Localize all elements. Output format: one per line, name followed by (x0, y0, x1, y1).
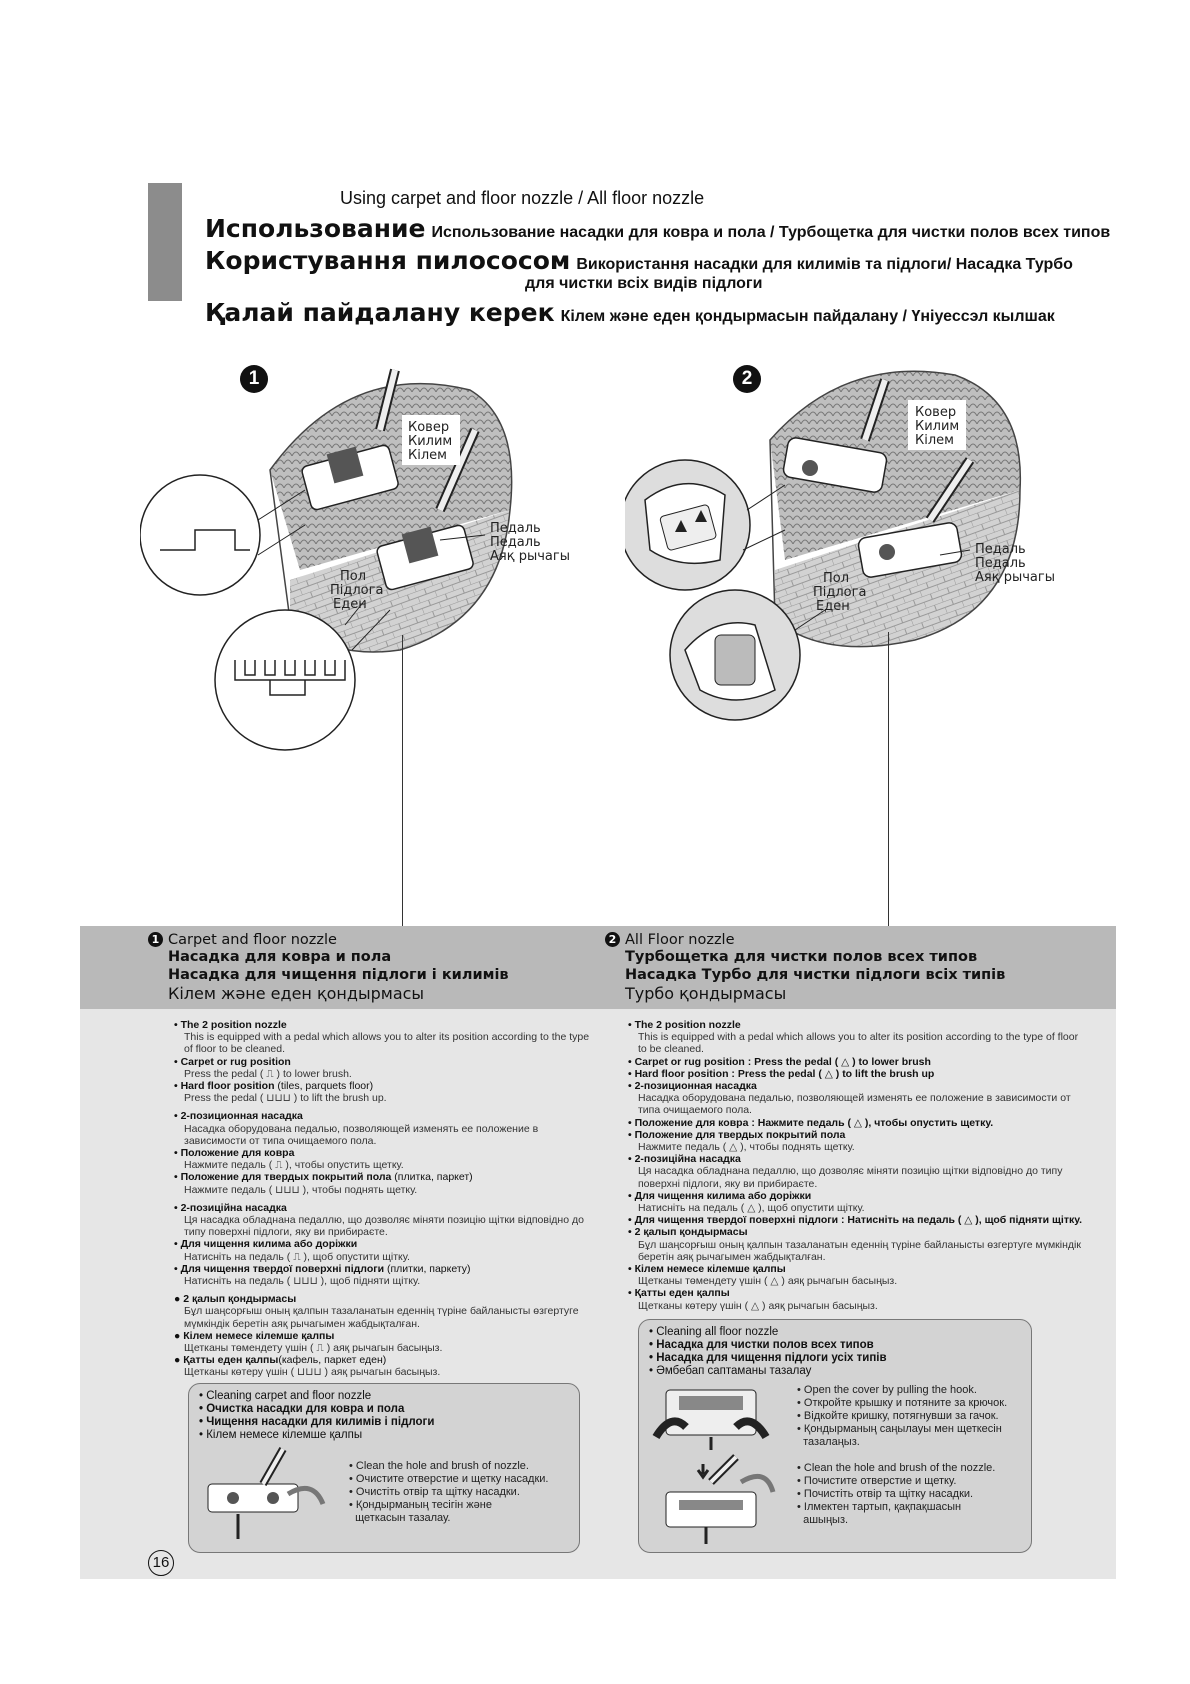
right-box-title-kk: • Әмбебап саптаманы тазалау (649, 1365, 812, 1377)
left-box-step-kk-cont: щеткасын тазалау. (349, 1512, 451, 1524)
header-row-kk (205, 298, 1055, 327)
right-ru-l2: • Положение для ковра : Нажмите педаль ( △ ), чтобы опустить щетку. (628, 1116, 994, 1129)
right-ru-h1: • 2-позиционная насадка (628, 1080, 757, 1093)
right-header-en: All Floor nozzle (625, 932, 735, 948)
left-uk-h3: • Для чищення твердої поверхні підлоги (174, 1262, 385, 1275)
right-box-step-b-kk-cont: ашыңыз. (797, 1514, 849, 1526)
right-box-step-a-ru: • Откройте крышку и потяните за крючок. (797, 1397, 1008, 1409)
left-en-h1: • The 2 position nozzle (174, 1019, 287, 1031)
left-en-d1: This is equipped with a pedal which allows you to alter its position according to the type of floor to be cleaned. (184, 1031, 590, 1056)
left-ru-h2: • Положение для ковра (174, 1147, 295, 1160)
left-ru-d1: Насадка оборудована педалью, позволяющей изменять ее положение в зависимости от типа очищаемого пола. (184, 1122, 539, 1147)
right-en-d1: This is equipped with a pedal which allows you to alter its position according to the type of floor to be cleaned. (638, 1031, 1079, 1056)
left-kk-h3b: (кафель, паркет еден) (278, 1354, 387, 1367)
fig2-pedal-label-kk: Аяқ рычагы (975, 570, 1055, 585)
left-header-uk: Насадка для чищення підлоги і килимів (168, 967, 509, 983)
right-en-l2: • Carpet or rug position : Press the pedal ( △ ) to lower brush (628, 1055, 931, 1068)
right-box-step-b-uk: • Почистіть отвір та щітку насадки. (797, 1488, 974, 1500)
left-header-kk: Кілем және еден қондырмасы (168, 984, 425, 1003)
left-box-step-kk: • Қондырманың тесігін және (349, 1499, 492, 1511)
right-box-step-b-ru: • Почистите отверстие и щетку. (797, 1475, 957, 1487)
fig1-carpet-label-kk: Кілем (408, 448, 447, 463)
right-kk-h3: • Қатты еден қалпы (628, 1287, 730, 1300)
fig1-floor-label-ru: Пол (340, 569, 367, 584)
right-box-title-ru: • Насадка для чистки полов всех типов (649, 1339, 874, 1351)
detail-circle-carpet (140, 475, 260, 595)
right-en-h1: • The 2 position nozzle (628, 1019, 741, 1031)
fig2-floor-label-ru: Пол (823, 571, 850, 586)
right-kk-d1: Бұл шаңсорғыш оның қалпын тазаланатын еденнің түріне байланысты өзгертуге мүмкіндік беретін аяқ рычагымен жабдықталған. (638, 1238, 1081, 1263)
right-box-illustration (651, 1382, 781, 1547)
figure-2-connector (888, 632, 889, 926)
left-uk-d1: Ця насадка обладнана педаллю, що дозволяє міняти позицію щітки відповідно до типу поверхні підлоги, яку ви прибираєте. (184, 1214, 584, 1239)
left-box-steps (349, 1460, 549, 1525)
figure-1-illustration (140, 360, 600, 930)
header-big-kk: Қалай пайдалану керек (205, 298, 555, 327)
left-kk-h3: ● Қатты еден қалпы (174, 1354, 279, 1367)
right-section-header (605, 932, 1005, 1003)
left-kk-d2: Щетканы төмендету үшін ( ⎍ ) аяқ рычагын басыңыз. (184, 1342, 443, 1355)
right-box-step-a-kk: • Қондырманың саңылауы мен щеткесін (797, 1423, 1002, 1435)
header-small-kk: Кілем және еден қондырмасын пайдалану / Үніуессэл кылшак (560, 308, 1055, 325)
left-cleaning-box (188, 1383, 580, 1553)
right-ru-d3: Нажмите педаль ( △ ), чтобы поднять щетку. (638, 1141, 855, 1154)
left-ru-d3: Нажмите педаль ( ⊔⊔⊔ ), чтобы поднять щетку. (184, 1183, 418, 1196)
right-uk-d2: Натисніть на педаль ( △ ), щоб опустити щітку. (638, 1202, 865, 1215)
left-box-illustration (203, 1444, 333, 1544)
left-kk-d3: Щетканы көтеру үшін ( ⊔⊔⊔ ) аяқ рычагын басыңыз. (184, 1366, 441, 1379)
left-en-h2: • Carpet or rug position (174, 1055, 291, 1068)
right-box-step-a-en: • Open the cover by pulling the hook. (797, 1384, 977, 1396)
left-ru-d2: Нажмите педаль ( ⎍ ), чтобы опустить щетку. (184, 1159, 404, 1172)
right-uk-d1: Ця насадка обладнана педаллю, що дозволяє міняти позицію щітки відповідно до типу поверхні підлоги, яку ви прибираєте. (638, 1165, 1063, 1190)
fig1-carpet-label-ru: Ковер (408, 420, 450, 435)
left-en-d3: Press the pedal ( ⊔⊔⊔ ) to lift the brush up. (184, 1092, 387, 1105)
fig1-floor-label-uk: Підлога (330, 583, 384, 598)
left-box-step-en: • Clean the hole and brush of nozzle. (349, 1460, 529, 1472)
right-box-title-en: • Cleaning all floor nozzle (649, 1326, 779, 1338)
fig2-floor-label-kk: Еден (816, 599, 850, 614)
right-box-title-uk: • Насадка для чищення підлоги усіх типів (649, 1352, 887, 1364)
right-uk-h2: • Для чищення килима або доріжки (628, 1189, 812, 1202)
right-header-ru: Турбощетка для чистки полов всех типов (625, 949, 978, 965)
fig1-pedal-label-uk: Педаль (490, 535, 541, 550)
left-header-number: 1 (148, 932, 163, 947)
left-en-h3b: (tiles, parquets floor) (274, 1080, 374, 1093)
left-ru-h1: • 2-позиционная насадка (174, 1110, 303, 1123)
fig2-floor-label-uk: Підлога (813, 585, 867, 600)
fig2-carpet-label-ru: Ковер (915, 405, 957, 420)
right-ru-h3: • Положение для твердых покрытий пола (628, 1128, 846, 1141)
figure-2-illustration (625, 360, 1095, 760)
fig2-pedal-label-uk: Педаль (975, 556, 1026, 571)
left-instructions (174, 1019, 594, 1379)
left-en-h3: • Hard floor position (174, 1080, 275, 1093)
fig1-carpet-label-uk: Килим (408, 434, 453, 449)
header-small-ru: Использование насадки для ковра и пола / Турбощетка для чистки полов всех типов (431, 224, 1111, 241)
fig1-floor-label-kk: Еден (333, 597, 367, 612)
right-header-kk: Турбо қондырмасы (625, 984, 787, 1003)
left-uk-h2: • Для чищення килима або доріжки (174, 1238, 358, 1251)
left-uk-d3: Натисніть на педаль ( ⊔⊔⊔ ), щоб підняти щітку. (184, 1275, 421, 1288)
right-kk-d2: Щетканы төмендету үшін ( △ ) аяқ рычагын басыңыз. (638, 1275, 898, 1288)
instructions-body (80, 1009, 1116, 1579)
right-box-step-a-kk-cont: тазалаңыз. (797, 1436, 860, 1448)
left-en-d2: Press the pedal ( ⎍ ) to lower brush. (184, 1067, 352, 1080)
left-ru-h3b: (плитка, паркет) (391, 1171, 473, 1184)
right-uk-h1: • 2-позиційна насадка (628, 1153, 741, 1166)
page-number: 16 (148, 1550, 174, 1576)
right-instructions (628, 1019, 1088, 1312)
header-small-uk: Використання насадки для килимів та підлоги/ Насадка Турбо (576, 256, 1073, 273)
right-box-step-b-en: • Clean the hole and brush of the nozzle. (797, 1462, 996, 1474)
fig1-pedal-label-kk: Аяқ рычагы (490, 549, 570, 564)
section-tab (148, 183, 182, 301)
figure-1-number: 1 (240, 365, 268, 393)
header-title-en: Using carpet and floor nozzle / All floor nozzle (340, 188, 705, 208)
left-box-title-ru: • Очистка насадки для ковра и пола (199, 1403, 405, 1415)
right-box-steps-open (797, 1384, 1007, 1449)
left-box-title-en: • Cleaning carpet and floor nozzle (199, 1390, 372, 1402)
right-ru-d1: Насадка оборудована педалью, позволяющей изменять ее положение в зависимости от типа очищаемого пола. (638, 1092, 1071, 1117)
left-kk-h1: ● 2 қалып қондырмасы (174, 1293, 297, 1306)
left-box-title-uk: • Чищення насадки для килимів і підлоги (199, 1416, 435, 1428)
right-box-steps-clean (797, 1462, 995, 1527)
left-kk-h2: ● Кілем немесе кілемше қалпы (174, 1329, 335, 1342)
arrow-down-icon (698, 1464, 708, 1477)
left-header-en: Carpet and floor nozzle (168, 932, 337, 948)
left-ru-h3: • Положение для твердых покрытий пола (174, 1171, 392, 1184)
fig2-carpet-label-kk: Кілем (915, 433, 954, 448)
left-box-title-kk: • Кілем немесе кілемше қалпы (199, 1429, 363, 1441)
left-header-ru: Насадка для ковра и пола (168, 949, 392, 965)
right-kk-h1: • 2 қалып қондырмасы (628, 1226, 748, 1239)
right-uk-l3: • Для чищення твердої поверхні підлоги : Натисніть на педаль ( △ ), щоб підняти щітку. (628, 1214, 1083, 1227)
left-uk-d2: Натисніть на педаль ( ⎍ ), щоб опустити щітку. (184, 1250, 410, 1263)
right-en-l3: • Hard floor position : Press the pedal ( △ ) to lift the brush up (628, 1067, 935, 1080)
section-header-band (80, 926, 1116, 1009)
left-box-step-ru: • Очистите отверстие и щетку насадки. (349, 1473, 549, 1485)
right-header-number: 2 (605, 932, 620, 947)
header-big-uk: Користування пилососом (205, 246, 571, 275)
right-box-step-a-uk: • Відкойте кришку, потягнувши за гачок. (797, 1410, 999, 1422)
left-box-titles (199, 1390, 434, 1442)
figure-2-number: 2 (733, 365, 761, 393)
right-cleaning-box (638, 1319, 1032, 1553)
header-row-uk-cont: для чистки всіх видів підлоги (525, 275, 763, 292)
fig2-carpet-label-uk: Килим (915, 419, 960, 434)
right-header-uk: Насадка Турбо для чистки підлоги всіх типів (625, 967, 1006, 983)
left-kk-d1: Бұл шаңсорғыш оның қалпын тазаланатын еденнің түріне байланысты өзгертуге мүмкіндік беретін аяқ рычагымен жабдықталған. (184, 1305, 579, 1330)
header-row-uk (205, 246, 1073, 275)
header-row-ru (205, 214, 1110, 243)
right-box-titles (649, 1326, 887, 1378)
figure-1-connector (402, 635, 403, 926)
left-section-header (148, 932, 509, 1003)
fig1-pedal-label-ru: Педаль (490, 521, 541, 536)
right-kk-h2: • Кілем немесе кілемше қалпы (628, 1263, 786, 1276)
right-box-step-b-kk: • Ілмектен тартып, қақпақшасын (797, 1501, 962, 1513)
left-uk-h1: • 2-позиційна насадка (174, 1201, 287, 1214)
right-kk-d3: Щетканы көтеру үшін ( △ ) аяқ рычагын басыңыз. (638, 1299, 878, 1312)
header-big-ru: Использование (205, 214, 426, 243)
fig2-pedal-label-ru: Педаль (975, 542, 1026, 557)
left-box-step-uk: • Очистіть отвір та щітку насадки. (349, 1486, 520, 1498)
left-uk-h3b: (плитки, паркету) (384, 1262, 471, 1275)
